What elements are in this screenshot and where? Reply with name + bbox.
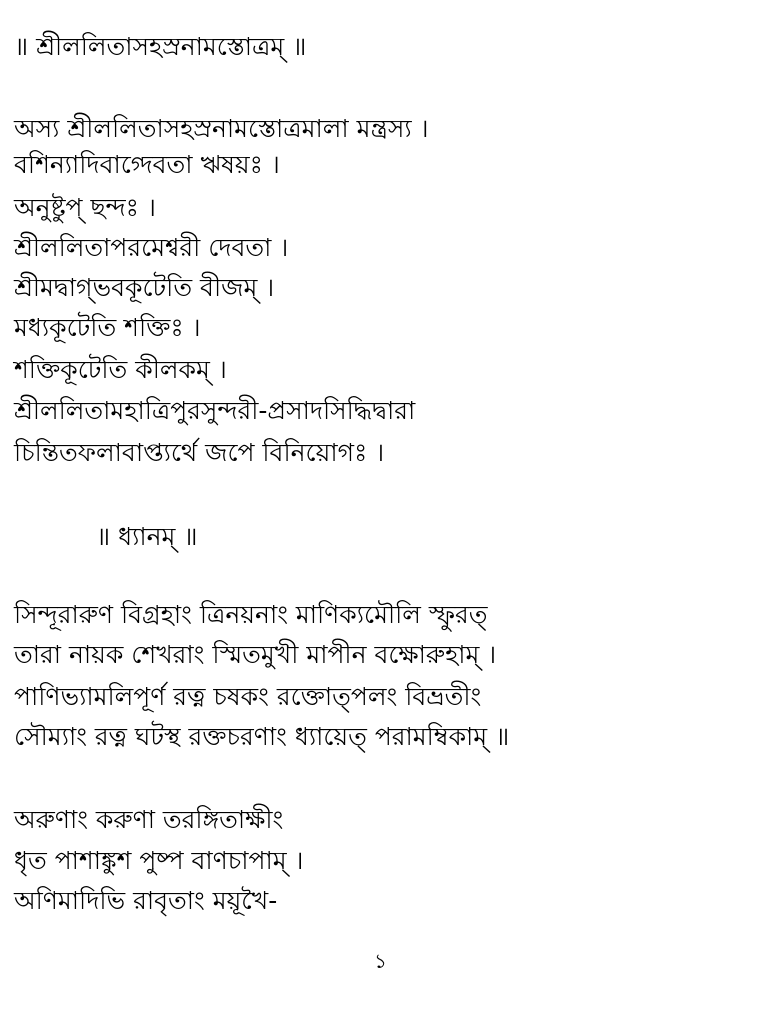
intro-line: মধ্যকূটেতি শক্তিঃ । <box>14 313 201 342</box>
verse-line: সিন্দূরারুণ বিগ্রহাং ত্রিনয়নাং মাণিক্যমৌলি স্ফুরত্ <box>14 600 488 629</box>
verse-line: তারা নায়ক শেখরাং স্মিতমুখী মাপীন বক্ষোরুহাম্ । <box>14 640 497 669</box>
intro-line: শ্রীললিতামহাত্রিপুরসুন্দরী-প্রসাদসিদ্ধিদ্বারা <box>14 396 416 425</box>
intro-line: শ্রীললিতাপরমেশ্বরী দেবতা । <box>14 233 289 262</box>
intro-line: শক্তিকূটেতি কীলকম্ । <box>14 355 227 384</box>
verse-line: সৌম্যাং রত্ন ঘটস্থ রক্তচরণাং ধ্যায়েত্ পরামম্বিকাম্ ॥ <box>14 722 510 751</box>
intro-line: অনুষ্টুপ্ ছন্দঃ । <box>14 193 156 222</box>
verse-line: অণিমাদিভি রাবৃতাং ময়ূখৈ- <box>14 886 278 915</box>
verse-line: পাণিভ্যামলিপূর্ণ রত্ন চষকং রক্তোত্পলং বিভ্রতীং <box>14 682 482 711</box>
intro-line: চিন্তিতফলাবাপ্ত্যর্থে জপে বিনিয়োগঃ । <box>14 438 385 467</box>
dhyanam-heading: ॥ ধ্যানম্ ॥ <box>96 522 198 551</box>
page-number: ১ <box>374 949 387 973</box>
stotram-title: ॥ শ্রীললিতাসহস্রনামস্তোত্রম্ ॥ <box>14 32 307 61</box>
intro-line: শ্রীমদ্বাগ্ভবকূটেতি বীজম্ । <box>14 273 275 302</box>
verse-line: অরুণাং করুণা তরঙ্গিতাক্ষীং <box>14 805 284 834</box>
intro-line: অস্য শ্রীললিতাসহস্রনামস্তোত্রমালা মন্ত্রস্য । <box>14 114 429 143</box>
verse-line: ধৃত পাশাঙ্কুশ পুষ্প বাণচাপাম্ । <box>14 846 304 875</box>
intro-line: বশিন্যাদিবাগ্দেবতা ঋষয়ঃ । <box>14 150 280 179</box>
